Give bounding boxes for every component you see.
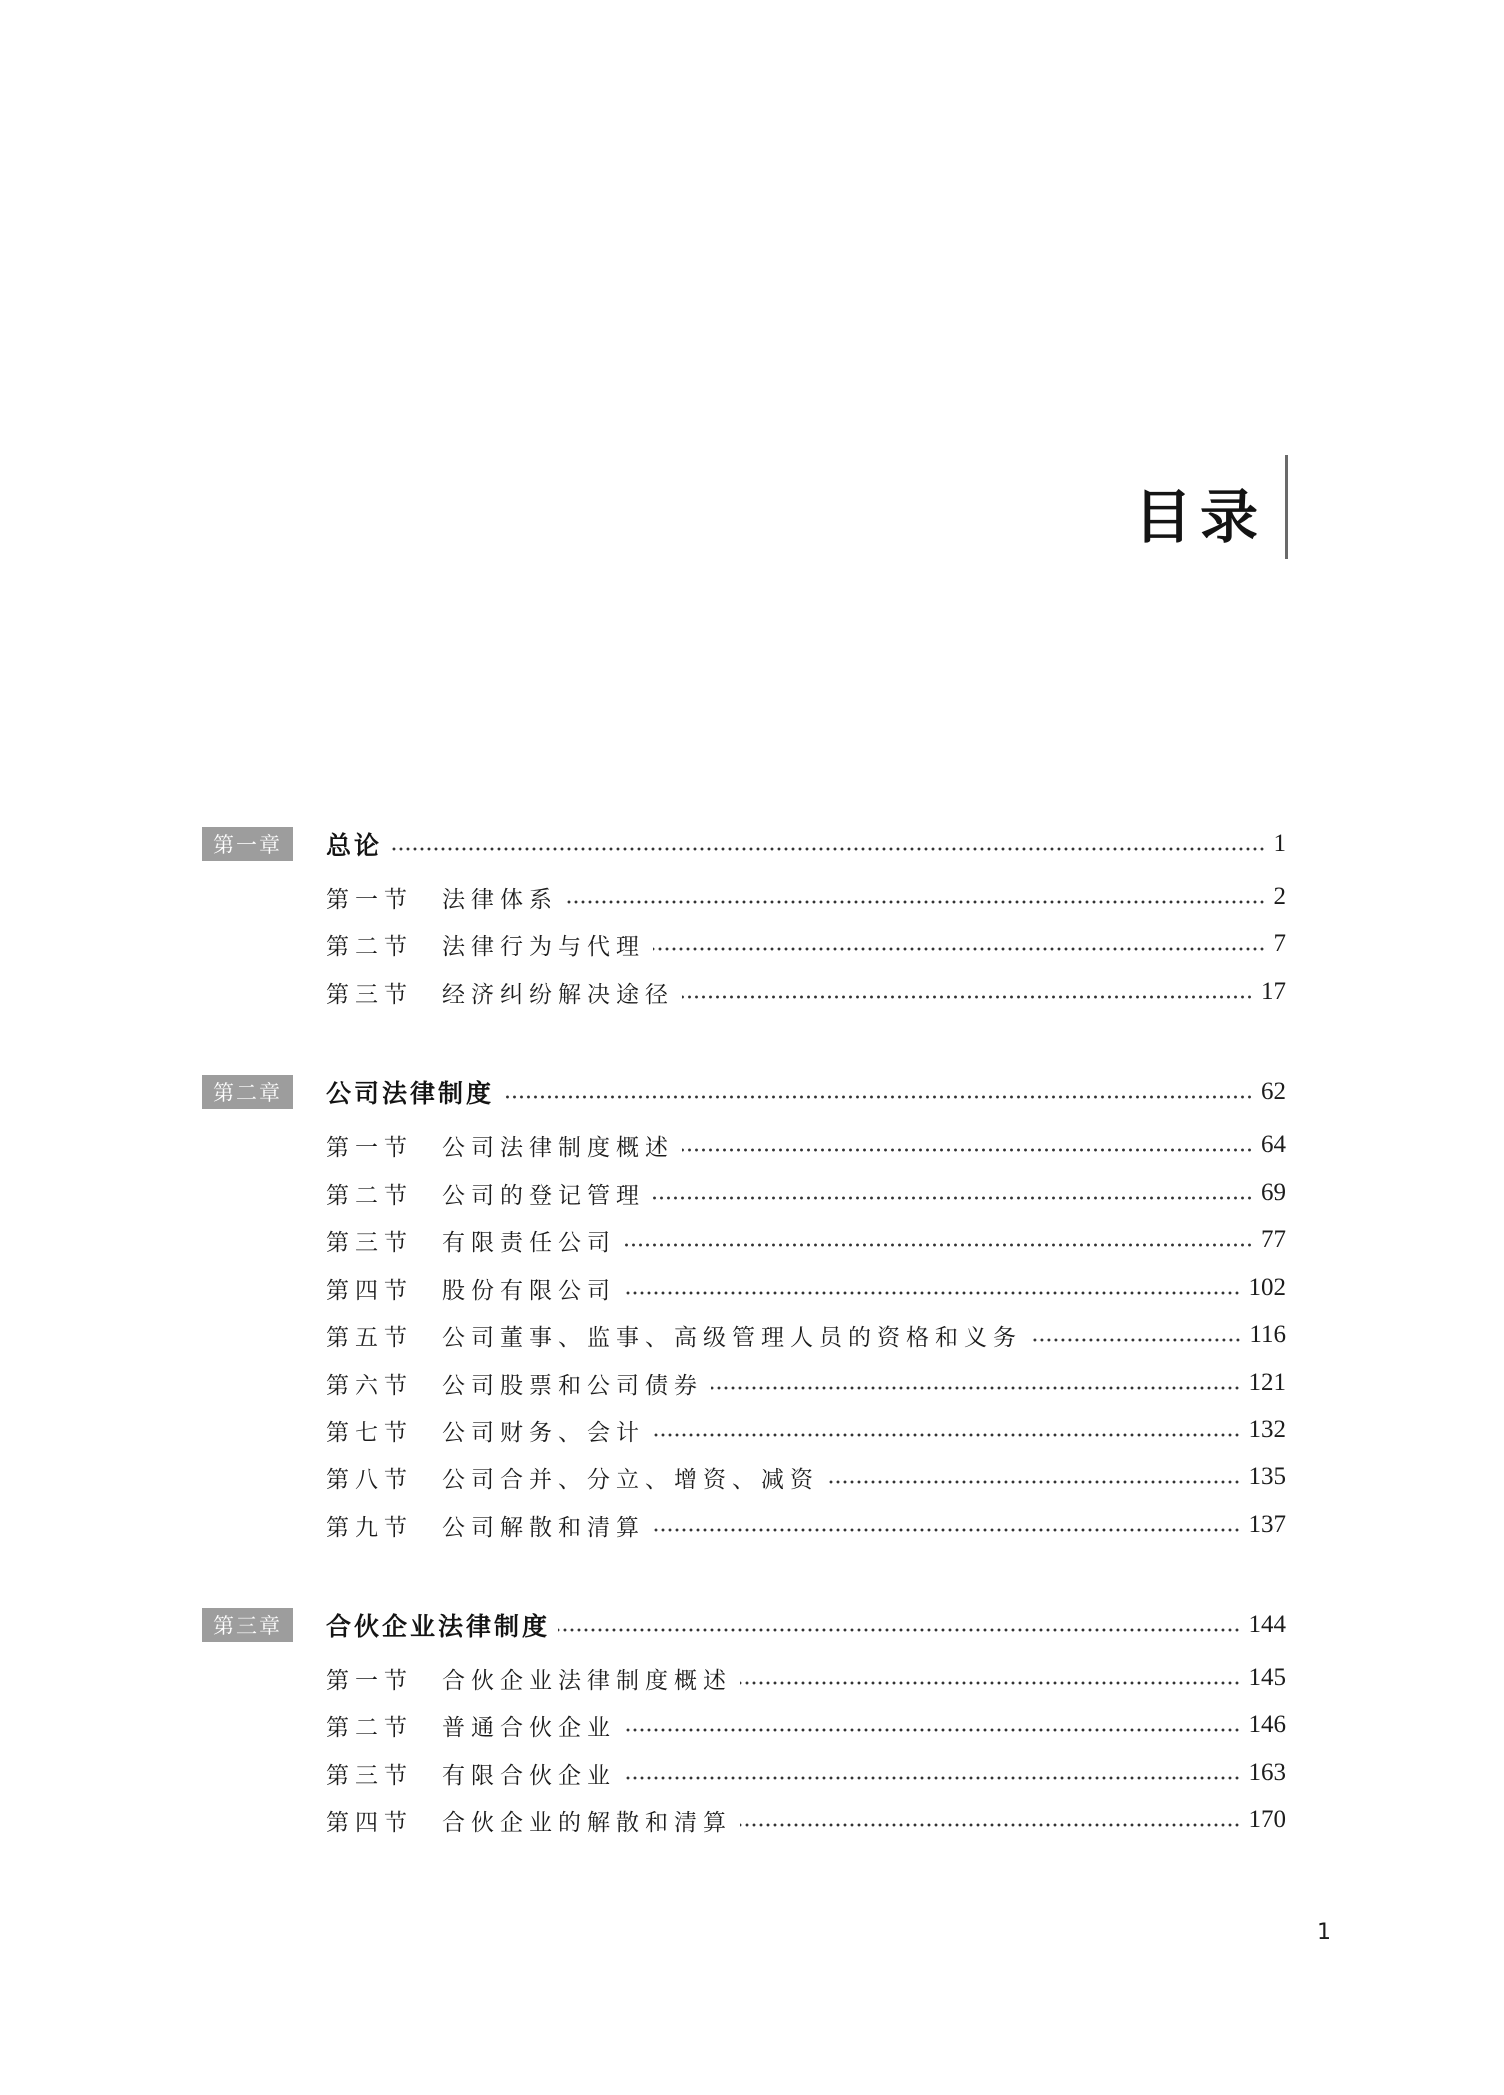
section-label: 第三节 (326, 1229, 413, 1256)
section-label: 第二节 (326, 1714, 413, 1741)
section-page-number: 116 (1249, 1321, 1286, 1348)
section-page-number: 77 (1261, 1226, 1286, 1253)
section-label: 第五节 (326, 1324, 413, 1351)
chapter-row (202, 824, 1286, 864)
dot-leader (502, 1094, 1253, 1100)
chapter-row (202, 1072, 1286, 1112)
section-row (326, 1800, 1286, 1840)
chapter-title: 公司法律制度 (326, 1079, 495, 1108)
section-title: 公司合并、分立、增资、减资 (442, 1466, 819, 1493)
section-row (326, 1268, 1286, 1308)
section-label: 第八节 (326, 1466, 413, 1493)
dot-leader (653, 1195, 1253, 1201)
section-title: 经济纠纷解决途径 (442, 981, 674, 1008)
section-page-number: 17 (1261, 978, 1286, 1005)
dot-leader (1030, 1337, 1241, 1343)
dot-leader (740, 1822, 1241, 1828)
section-label: 第四节 (326, 1809, 413, 1836)
section-page-number: 163 (1248, 1759, 1286, 1786)
dot-leader (711, 1385, 1241, 1391)
dot-leader (558, 1627, 1240, 1633)
dot-leader (624, 1290, 1241, 1296)
section-title: 股份有限公司 (442, 1277, 616, 1304)
chapter-page-number: 62 (1261, 1078, 1286, 1105)
dot-leader (653, 1527, 1241, 1533)
section-page-number: 64 (1261, 1131, 1286, 1158)
chapter-page-number: 144 (1248, 1611, 1286, 1638)
section-title: 公司财务、会计 (442, 1419, 645, 1446)
section-page-number: 170 (1248, 1806, 1286, 1833)
section-title: 法律行为与代理 (442, 933, 645, 960)
section-title: 公司解散和清算 (442, 1514, 645, 1541)
dot-leader (740, 1680, 1241, 1686)
dot-leader (566, 899, 1266, 905)
section-label: 第三节 (326, 1762, 413, 1789)
section-page-number: 135 (1248, 1463, 1286, 1490)
section-label: 第二节 (326, 933, 413, 960)
section-label: 第四节 (326, 1277, 413, 1304)
dot-leader (682, 1147, 1253, 1153)
section-row (326, 1753, 1286, 1793)
chapter-title: 合伙企业法律制度 (326, 1612, 551, 1641)
section-row (326, 1705, 1286, 1745)
section-title: 法律体系 (442, 886, 558, 913)
section-title: 合伙企业的解散和清算 (442, 1809, 732, 1836)
dot-leader (390, 846, 1265, 852)
section-page-number: 145 (1248, 1664, 1286, 1691)
section-row (326, 924, 1286, 964)
section-title: 公司法律制度概述 (442, 1134, 674, 1161)
section-page-number: 69 (1261, 1179, 1286, 1206)
chapter-badge: 第二章 (202, 1075, 293, 1109)
chapter-page-number: 1 (1273, 830, 1286, 857)
section-label: 第六节 (326, 1372, 413, 1399)
dot-leader (682, 994, 1253, 1000)
section-title: 有限责任公司 (442, 1229, 616, 1256)
section-label: 第九节 (326, 1514, 413, 1541)
section-title: 合伙企业法律制度概述 (442, 1667, 732, 1694)
section-row (326, 1363, 1286, 1403)
section-row (326, 1125, 1286, 1165)
section-title: 公司董事、监事、高级管理人员的资格和义务 (442, 1324, 1022, 1351)
section-label: 第一节 (326, 1667, 413, 1694)
section-row (326, 972, 1286, 1012)
section-label: 第三节 (326, 981, 413, 1008)
chapter-row (202, 1605, 1286, 1645)
section-row (326, 1173, 1286, 1213)
section-row (326, 1315, 1286, 1355)
section-page-number: 102 (1248, 1274, 1286, 1301)
section-page-number: 137 (1248, 1511, 1286, 1538)
dot-leader (827, 1479, 1241, 1485)
section-title: 公司的登记管理 (442, 1182, 645, 1209)
dot-leader (624, 1727, 1241, 1733)
section-row (326, 1658, 1286, 1698)
section-label: 第二节 (326, 1182, 413, 1209)
section-label: 第一节 (326, 1134, 413, 1161)
page-title: 目录 (1133, 483, 1266, 551)
section-row (326, 1505, 1286, 1545)
page-footer-number: 1 (1317, 1920, 1331, 1945)
section-row (326, 877, 1286, 917)
section-label: 第一节 (326, 886, 413, 913)
section-page-number: 2 (1273, 883, 1286, 910)
dot-leader (624, 1775, 1241, 1781)
section-title: 公司股票和公司债券 (442, 1372, 703, 1399)
section-label: 第七节 (326, 1419, 413, 1446)
title-divider (1285, 455, 1288, 559)
dot-leader (653, 946, 1266, 952)
dot-leader (653, 1432, 1241, 1438)
section-page-number: 121 (1248, 1369, 1286, 1396)
section-row (326, 1220, 1286, 1260)
section-row (326, 1457, 1286, 1497)
section-page-number: 146 (1248, 1711, 1286, 1738)
section-page-number: 7 (1273, 930, 1286, 957)
chapter-badge: 第三章 (202, 1608, 293, 1642)
section-row (326, 1410, 1286, 1450)
section-title: 普通合伙企业 (442, 1714, 616, 1741)
chapter-title: 总论 (326, 831, 383, 860)
section-title: 有限合伙企业 (442, 1762, 616, 1789)
section-page-number: 132 (1248, 1416, 1286, 1443)
dot-leader (624, 1242, 1253, 1248)
chapter-badge: 第一章 (202, 827, 293, 861)
